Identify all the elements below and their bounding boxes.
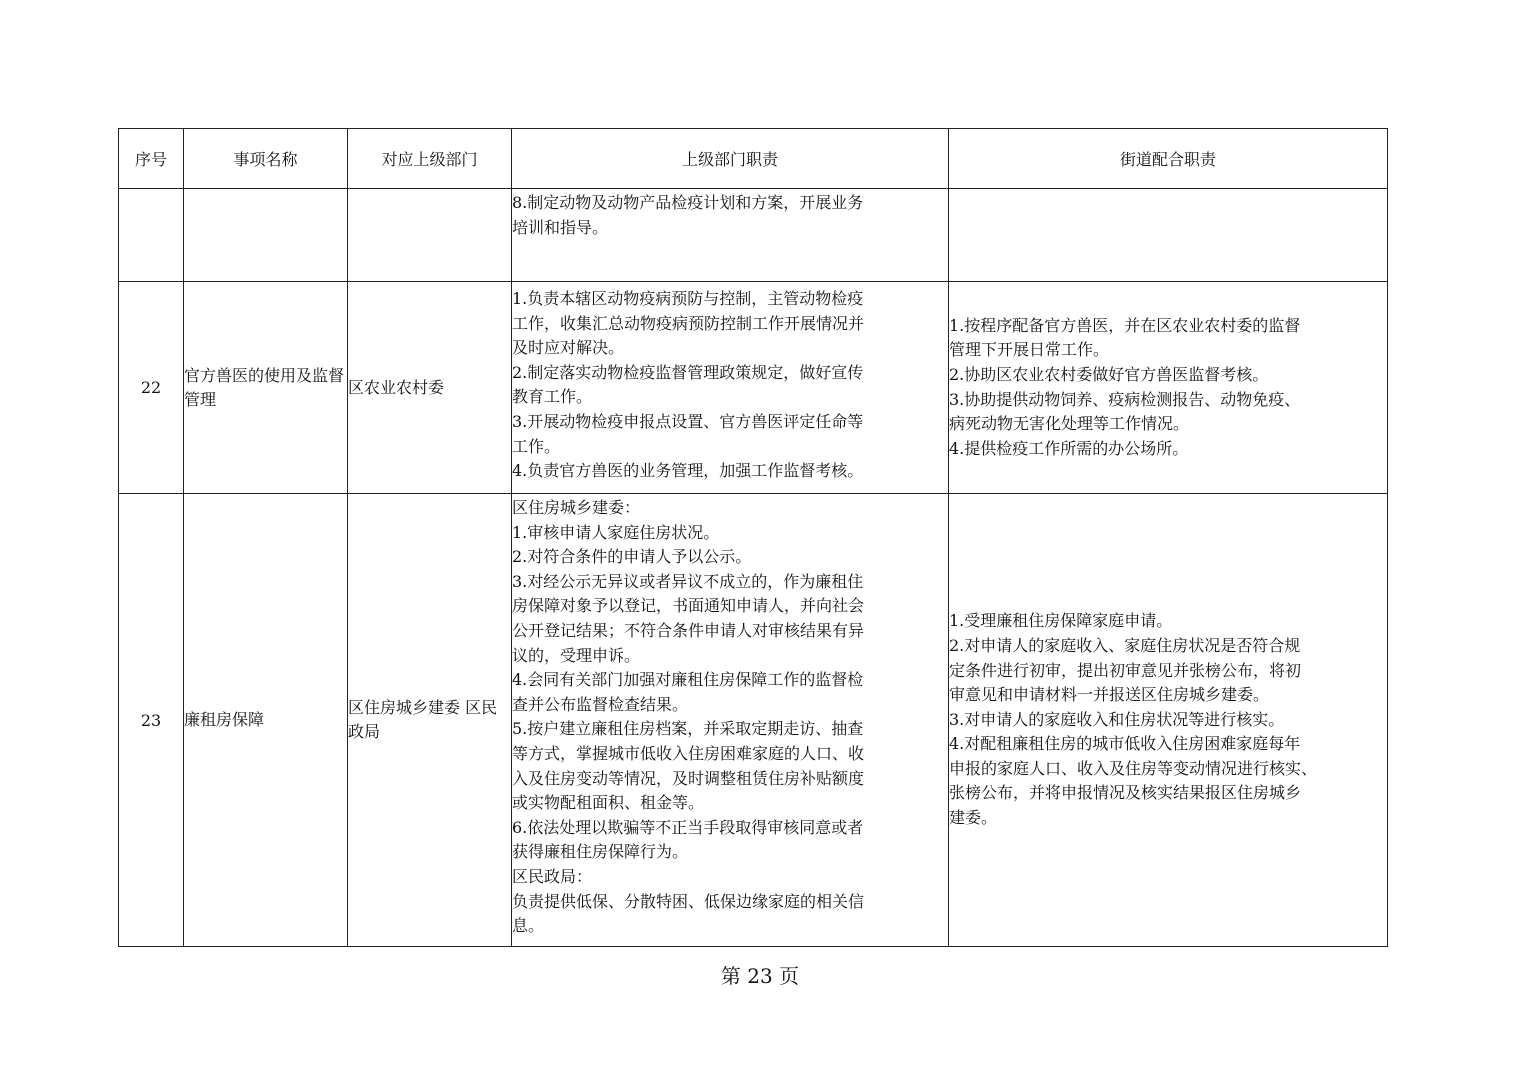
header-superior-duties: 上级部门职责 (512, 129, 949, 189)
cell-text-line: 公开登记结果；不符合条件申请人对审核结果有异 (512, 620, 865, 640)
cell-text-line: 张榜公布，并将申报情况及核实结果报区住房城乡 (949, 783, 1302, 803)
cell-text-line: 1.审核申请人家庭住房状况。 (512, 522, 720, 542)
table-row (119, 189, 1388, 282)
cell-text-line: 工作，收集汇总动物疫病预防控制工作开展情况并 (512, 313, 865, 333)
row-seq: 22 (119, 282, 184, 494)
cell-text-line: 区民政局： (512, 866, 593, 886)
row-street-duties (949, 282, 1388, 494)
cell-text-line: 病死动物无害化处理等工作情况。 (949, 414, 1190, 434)
cell-text-line: 获得廉租住房保障行为。 (512, 842, 689, 862)
cell-text-line: 管理下开展日常工作。 (949, 340, 1110, 360)
table-row (119, 282, 1388, 494)
row-superior-duties (512, 282, 949, 494)
cell-text-line: 2.协助区农业农村委做好官方兽医监督考核。 (949, 364, 1269, 384)
cell-text-line: 1.负责本辖区动物疫病预防与控制，主管动物检疫 (512, 289, 864, 308)
cell-text-line: 1.受理廉租住房保障家庭申请。 (949, 611, 1173, 631)
cell-text-line: 申报的家庭人口、收入及住房等变动情况进行核实、 (949, 758, 1318, 778)
row-item-name (184, 189, 348, 282)
cell-text-line: 房保障对象予以登记，书面通知申请人，并向社会 (512, 596, 865, 616)
row-street-duties (949, 189, 1388, 282)
table-header-row (119, 129, 1388, 189)
cell-text-line: 5.按户建立廉租住房档案，并采取定期走访、抽查 (512, 719, 864, 739)
cell-text-line: 3.对申请人的家庭收入和住房状况等进行核实。 (949, 709, 1285, 729)
cell-text-line: 议的，受理申诉。 (512, 645, 641, 665)
table-row (119, 494, 1388, 947)
cell-text-line: 息。 (512, 916, 545, 936)
row-superior-duties (512, 189, 949, 282)
cell-text-line: 2.对申请人的家庭收入、家庭住房状况是否符合规 (949, 635, 1301, 655)
cell-text-line: 4.对配租廉租住房的城市低收入住房困难家庭每年 (949, 734, 1301, 754)
cell-text-line: 2.制定落实动物检疫监督管理政策规定，做好宣传 (512, 362, 864, 382)
header-item-name: 事项名称 (184, 129, 348, 189)
cell-text-line: 审意见和申请材料一并报送区住房城乡建委。 (949, 685, 1270, 705)
cell-text-line: 入及住房变动等情况，及时调整租赁住房补贴额度 (512, 768, 865, 788)
cell-text-line: 4.提供检疫工作所需的办公场所。 (949, 438, 1189, 458)
cell-text-line: 培训和指导。 (512, 217, 609, 237)
row-item-name: 廉租房保障 (184, 494, 348, 947)
row-superior-duties (512, 494, 949, 947)
cell-text-line: 等方式，掌握城市低收入住房困难家庭的人口、收 (512, 743, 865, 763)
row-superior-dept: 区住房城乡建委 区民政局 (348, 494, 512, 947)
cell-text-line: 区住房城乡建委： (512, 498, 641, 517)
cell-text-line: 1.按程序配备官方兽医，并在区农业农村委的监督 (949, 315, 1301, 335)
cell-text-line: 6.依法处理以欺骗等不正当手段取得审核同意或者 (512, 817, 864, 837)
cell-text-line: 负责提供低保、分散特困、低保边缘家庭的相关信 (512, 891, 865, 911)
cell-text-line: 2.对符合条件的申请人予以公示。 (512, 547, 752, 567)
cell-text-line: 建委。 (949, 808, 998, 828)
row-seq (119, 189, 184, 282)
row-item-name: 官方兽医的使用及监督管理 (184, 282, 348, 494)
cell-text-line: 教育工作。 (512, 387, 593, 407)
cell-text-line: 3.对经公示无异议或者异议不成立的，作为廉租住 (512, 571, 864, 591)
duty-table (118, 128, 1388, 947)
cell-text-line: 4.负责官方兽医的业务管理，加强工作监督考核。 (512, 461, 864, 481)
header-street-duties: 街道配合职责 (949, 129, 1388, 189)
row-superior-dept: 区农业农村委 (348, 282, 512, 494)
cell-text-line: 工作。 (512, 436, 561, 456)
cell-text-line: 定条件进行初审，提出初审意见并张榜公布，将初 (949, 660, 1302, 680)
cell-text-line: 4.会同有关部门加强对廉租住房保障工作的监督检 (512, 670, 864, 690)
cell-text-line: 查并公布监督检查结果。 (512, 694, 689, 714)
header-superior-dept: 对应上级部门 (348, 129, 512, 189)
page-number: 第 23 页 (720, 964, 800, 988)
row-seq: 23 (119, 494, 184, 947)
cell-text-line: 及时应对解决。 (512, 338, 625, 358)
cell-text-line: 8.制定动物及动物产品检疫计划和方案，开展业务 (512, 193, 864, 212)
cell-text-line: 或实物配租面积、租金等。 (512, 793, 705, 813)
cell-text-line: 3.协助提供动物饲养、疫病检测报告、动物免疫、 (949, 389, 1301, 409)
header-seq: 序号 (119, 129, 184, 189)
row-street-duties (949, 494, 1388, 947)
cell-text-line: 3.开展动物检疫申报点设置、官方兽医评定任命等 (512, 411, 864, 431)
row-superior-dept (348, 189, 512, 282)
